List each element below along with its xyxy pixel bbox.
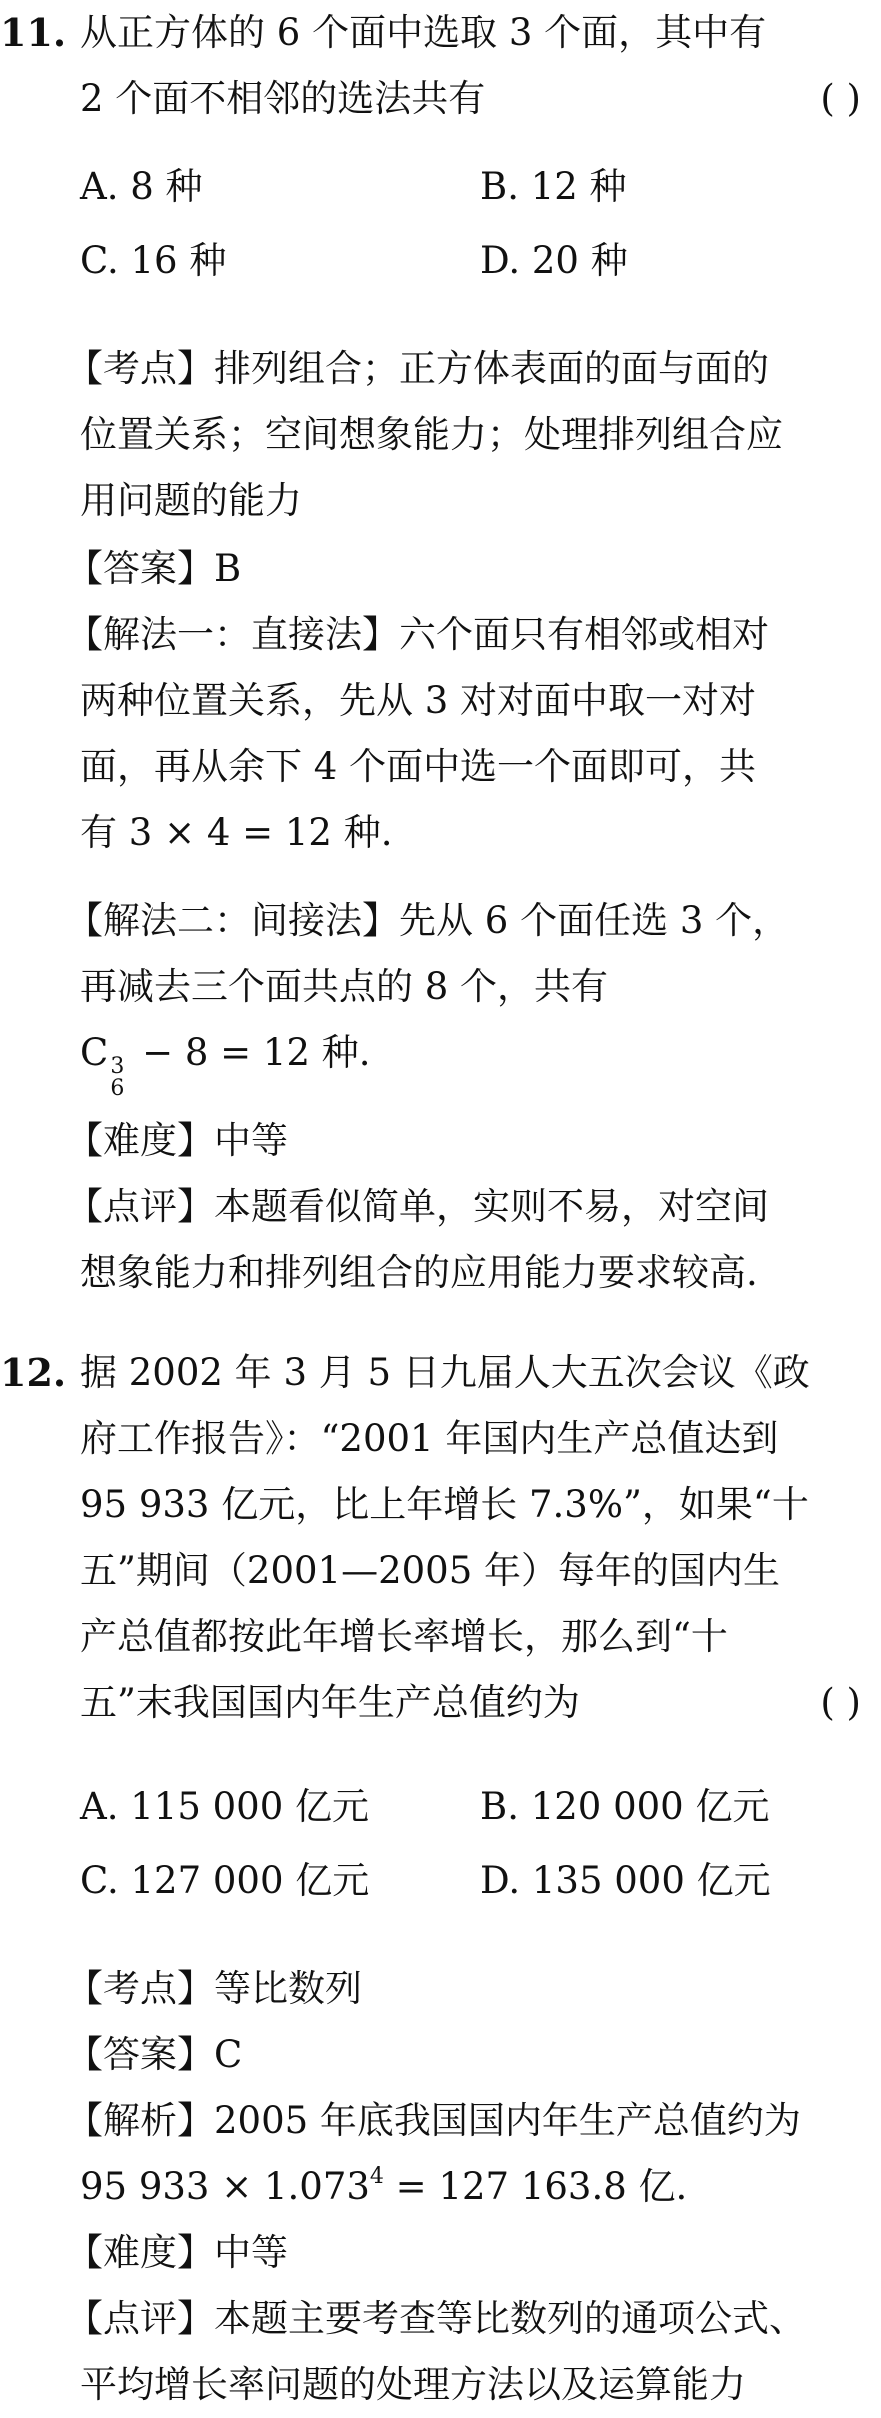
question-stem-line: 府工作报告》：“2001 年国内生产总值达到 — [80, 1417, 779, 1460]
comment-text: 想象能力和排列组合的应用能力要求较高. — [80, 1251, 758, 1294]
choice-b: B. 12 种 — [480, 165, 627, 208]
method1-text: 两种位置关系，先从 3 对对面中取一对对 — [80, 679, 757, 722]
question-stem-text: 五”末我国国内年生产总值约为 — [80, 1681, 580, 1724]
choice-b: B. 120 000 亿元 — [480, 1785, 770, 1828]
answer-tag: 【答案】 — [66, 547, 214, 590]
difficulty-tag: 【难度】 — [66, 1119, 214, 1162]
problem-11 — [0, 0, 871, 132]
analysis-text: 2005 年底我国国内年生产总值约为 — [214, 2099, 801, 2142]
question-stem-line: 产总值都按此年增长率增长，那么到“十 — [80, 1615, 728, 1658]
question-stem-line: 95 933 亿元，比上年增长 7.3%”，如果“十 — [80, 1483, 809, 1526]
question-stem-text: 2 个面不相邻的选法共有 — [80, 77, 486, 120]
method2-text: 先从 6 个面任选 3 个， — [399, 899, 790, 942]
choice-c: C. 127 000 亿元 — [80, 1859, 370, 1902]
difficulty-value: 中等 — [214, 2231, 288, 2274]
answer-blank: ( ) — [820, 77, 861, 120]
comment-text: 本题主要考查等比数列的通项公式、 — [214, 2297, 806, 2340]
choices-11 — [80, 150, 860, 298]
comment-tag: 【点评】 — [66, 2297, 214, 2340]
question-stem-line: 据 2002 年 3 月 5 日九届人大五次会议《政 — [80, 1351, 810, 1394]
method1-text: 面，再从余下 4 个面中选一个面即可，共 — [80, 745, 757, 788]
method1-tag: 【解法一：直接法】 — [66, 613, 399, 656]
question-stem-line — [80, 66, 861, 132]
question-stem-line — [80, 1670, 861, 1736]
question-stem-line: 从正方体的 6 个面中选取 3 个面，其中有 — [80, 11, 767, 54]
difficulty-section-11 — [66, 1108, 870, 1174]
choices-12 — [80, 1770, 860, 1918]
kaodian-section-11 — [66, 336, 870, 534]
method1-text: 六个面只有相邻或相对 — [399, 613, 769, 656]
method2-section — [66, 888, 870, 1101]
analysis-tag: 【解析】 — [66, 2099, 214, 2142]
kaodian-text: 位置关系；空间想象能力；处理排列组合应 — [80, 413, 783, 456]
kaodian-text: 等比数列 — [214, 1967, 362, 2010]
method1-section — [66, 602, 870, 866]
kaodian-text: 用问题的能力 — [80, 479, 302, 522]
choice-a: A. 115 000 亿元 — [80, 1785, 370, 1828]
kaodian-section-12 — [66, 1956, 870, 2418]
kaodian-tag: 【考点】 — [66, 347, 214, 390]
question-stem-line: 五”期间（2001—2005 年）每年的国内生 — [80, 1549, 781, 1592]
comment-text: 本题看似简单，实则不易，对空间 — [214, 1185, 769, 1228]
choice-d: D. 135 000 亿元 — [480, 1859, 771, 1902]
answer-section-11 — [66, 536, 870, 602]
answer-value: C — [214, 2033, 243, 2076]
method2-tag: 【解法二：间接法】 — [66, 899, 399, 942]
comment-section-11 — [66, 1174, 870, 1306]
method1-text: 有 3 × 4 = 12 种. — [80, 811, 393, 854]
difficulty-tag: 【难度】 — [66, 2231, 214, 2274]
comment-text: 平均增长率问题的处理方法以及运算能力 — [80, 2363, 746, 2406]
choice-a: A. 8 种 — [80, 165, 203, 208]
difficulty-value: 中等 — [214, 1119, 288, 1162]
comment-tag: 【点评】 — [66, 1185, 214, 1228]
kaodian-text: 排列组合；正方体表面的面与面的 — [214, 347, 769, 390]
problem-12 — [0, 1340, 871, 1736]
question-number: 11. — [0, 10, 67, 55]
choice-d: D. 20 种 — [480, 239, 628, 282]
kaodian-tag: 【考点】 — [66, 1967, 214, 2010]
answer-tag: 【答案】 — [66, 2033, 214, 2076]
answer-value: B — [214, 547, 242, 590]
answer-blank: ( ) — [820, 1681, 861, 1724]
choice-c: C. 16 种 — [80, 239, 227, 282]
question-number: 12. — [0, 1350, 67, 1395]
analysis-formula: 95 $933 \times 1.073^4 = 127$ 163.8 亿. — [80, 2164, 688, 2208]
method2-text: 再减去三个面共点的 8 个，共有 — [80, 965, 609, 1008]
method2-formula: C 3 6 − 8 = 12 种. — [80, 1031, 371, 1101]
